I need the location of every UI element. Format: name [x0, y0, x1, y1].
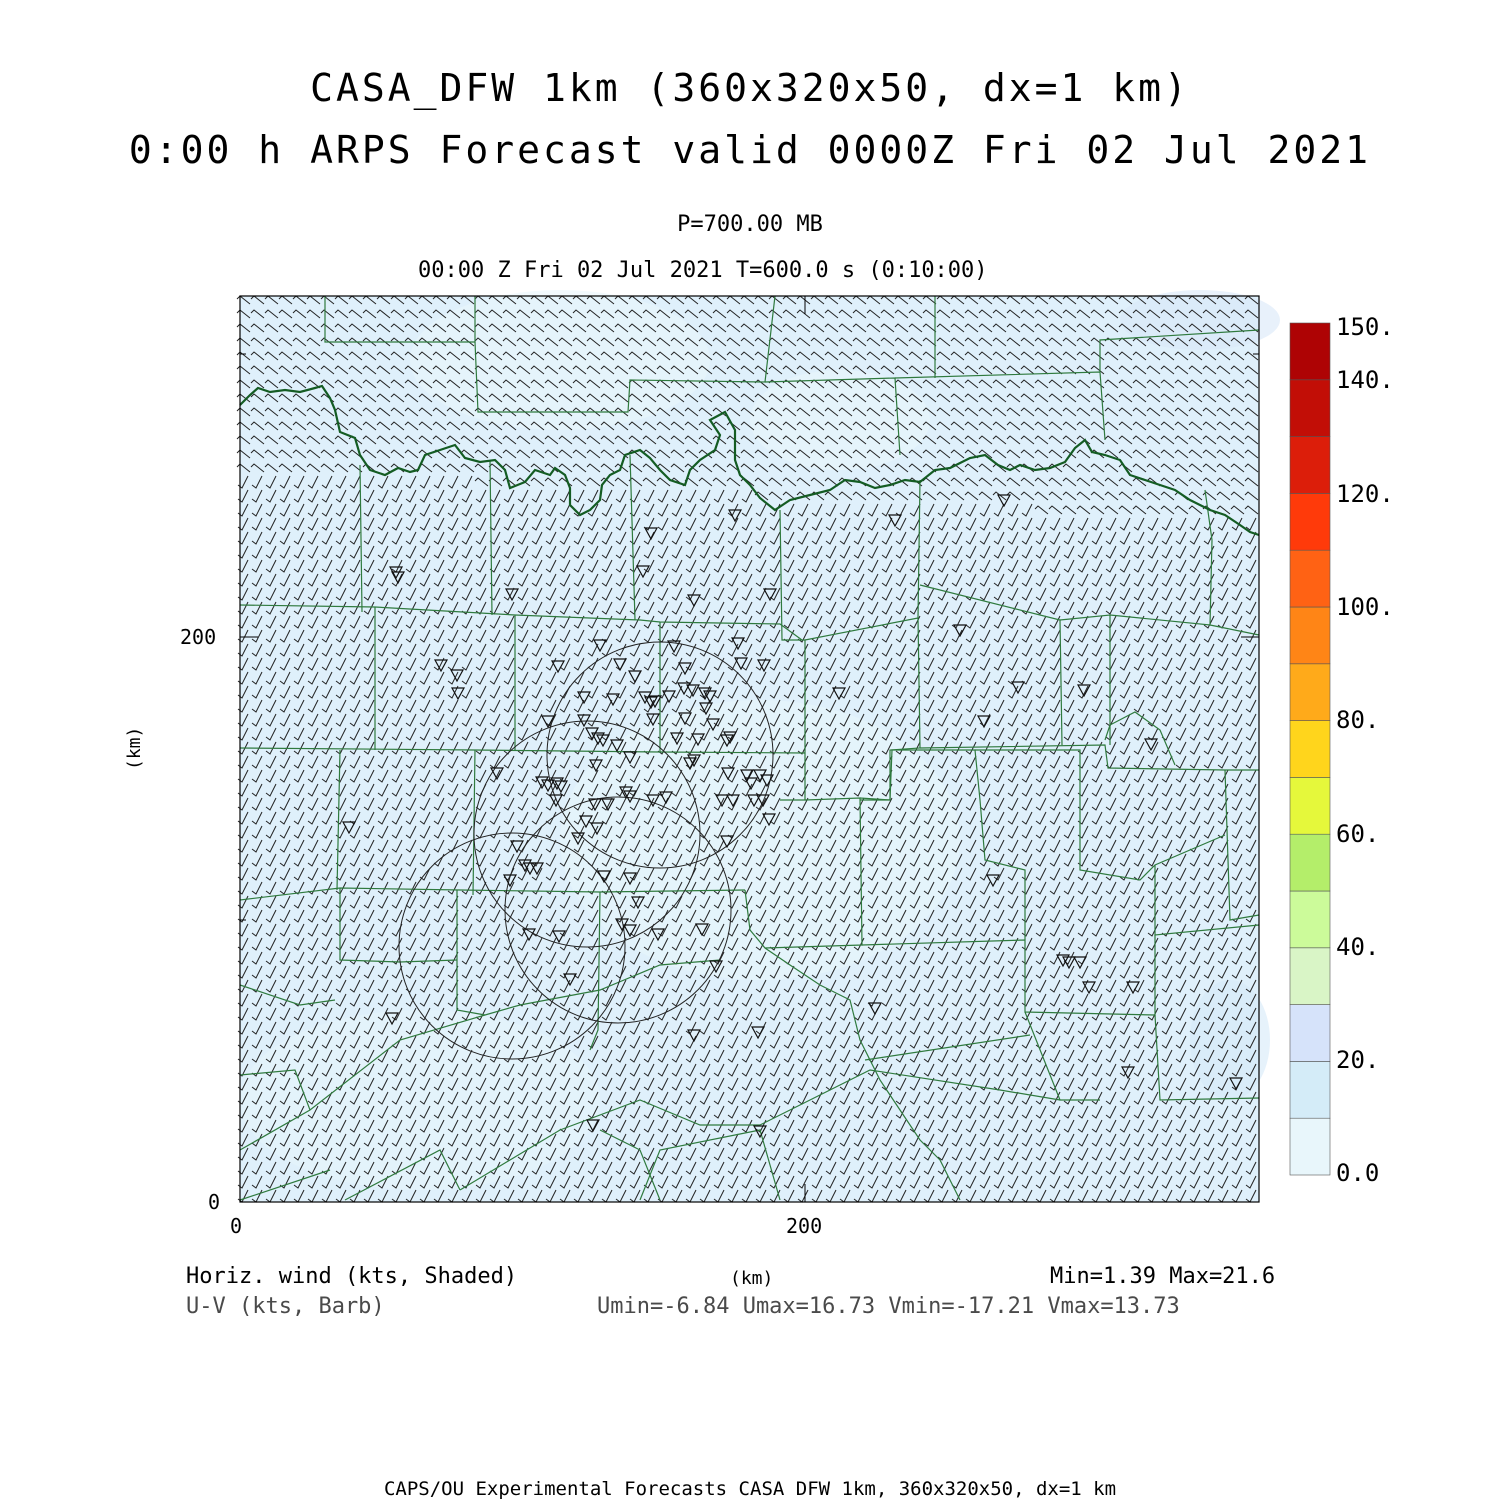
- colorbar-label-20: 20.: [1336, 1046, 1380, 1074]
- colorbar-segment: [1290, 721, 1330, 778]
- colorbar-label-40: 40.: [1336, 933, 1380, 961]
- y-tick-200: 200: [180, 625, 217, 649]
- title-line-1: CASA_DFW 1km (360x320x50, dx=1 km): [310, 66, 1190, 110]
- x-axis-label: (km): [730, 1268, 774, 1289]
- x-tick-200: 200: [786, 1214, 823, 1238]
- x-tick-0: 0: [230, 1214, 243, 1238]
- title-line-2: 0:00 h ARPS Forecast valid 0000Z Fri 02 Jul 2021: [128, 128, 1372, 172]
- field-barb-label: U-V (kts, Barb): [186, 1294, 385, 1319]
- colorbar-label-60: 60.: [1336, 820, 1380, 848]
- colorbar-label-0: 0.0: [1336, 1159, 1380, 1187]
- colorbar-label-100: 100.: [1336, 593, 1394, 621]
- uv-stats-label: Umin=-6.84 Umax=16.73 Vmin=-17.21 Vmax=13.73: [597, 1294, 1180, 1319]
- credit-line: CAPS/OU Experimental Forecasts CASA DFW 1km, 360x320x50, dx=1 km: [383, 1478, 1117, 1500]
- y-axis-label: (km): [124, 726, 145, 770]
- colorbar-segment: [1290, 948, 1330, 1005]
- colorbar-segment: [1290, 1118, 1330, 1175]
- colorbar-segment: [1290, 834, 1330, 891]
- colorbar-label-120: 120.: [1336, 480, 1394, 508]
- colorbar-label-140: 140.: [1336, 366, 1394, 394]
- field-shaded-label: Horiz. wind (kts, Shaded): [186, 1264, 518, 1289]
- colorbar-label-150: 150.: [1336, 313, 1394, 341]
- time-info: 00:00 Z Fri 02 Jul 2021 T=600.0 s (0:10:00): [418, 258, 988, 283]
- colorbar-segment: [1290, 1005, 1330, 1062]
- colorbar-segment: [1290, 380, 1330, 437]
- colorbar-segment: [1290, 891, 1330, 948]
- colorbar-segment: [1290, 437, 1330, 494]
- colorbar-segment: [1290, 664, 1330, 721]
- min-max-label: Min=1.39 Max=21.6: [1050, 1264, 1276, 1289]
- colorbar-label-80: 80.: [1336, 706, 1380, 734]
- colorbar-segment: [1290, 323, 1330, 380]
- colorbar-segment: [1290, 777, 1330, 834]
- colorbar-segment: [1290, 1061, 1330, 1118]
- colorbar-segment: [1290, 550, 1330, 607]
- colorbar: [1290, 323, 1330, 1175]
- colorbar-segment: [1290, 607, 1330, 664]
- colorbar-segment: [1290, 493, 1330, 550]
- level-label: P=700.00 MB: [677, 212, 823, 237]
- y-tick-0: 0: [208, 1190, 221, 1214]
